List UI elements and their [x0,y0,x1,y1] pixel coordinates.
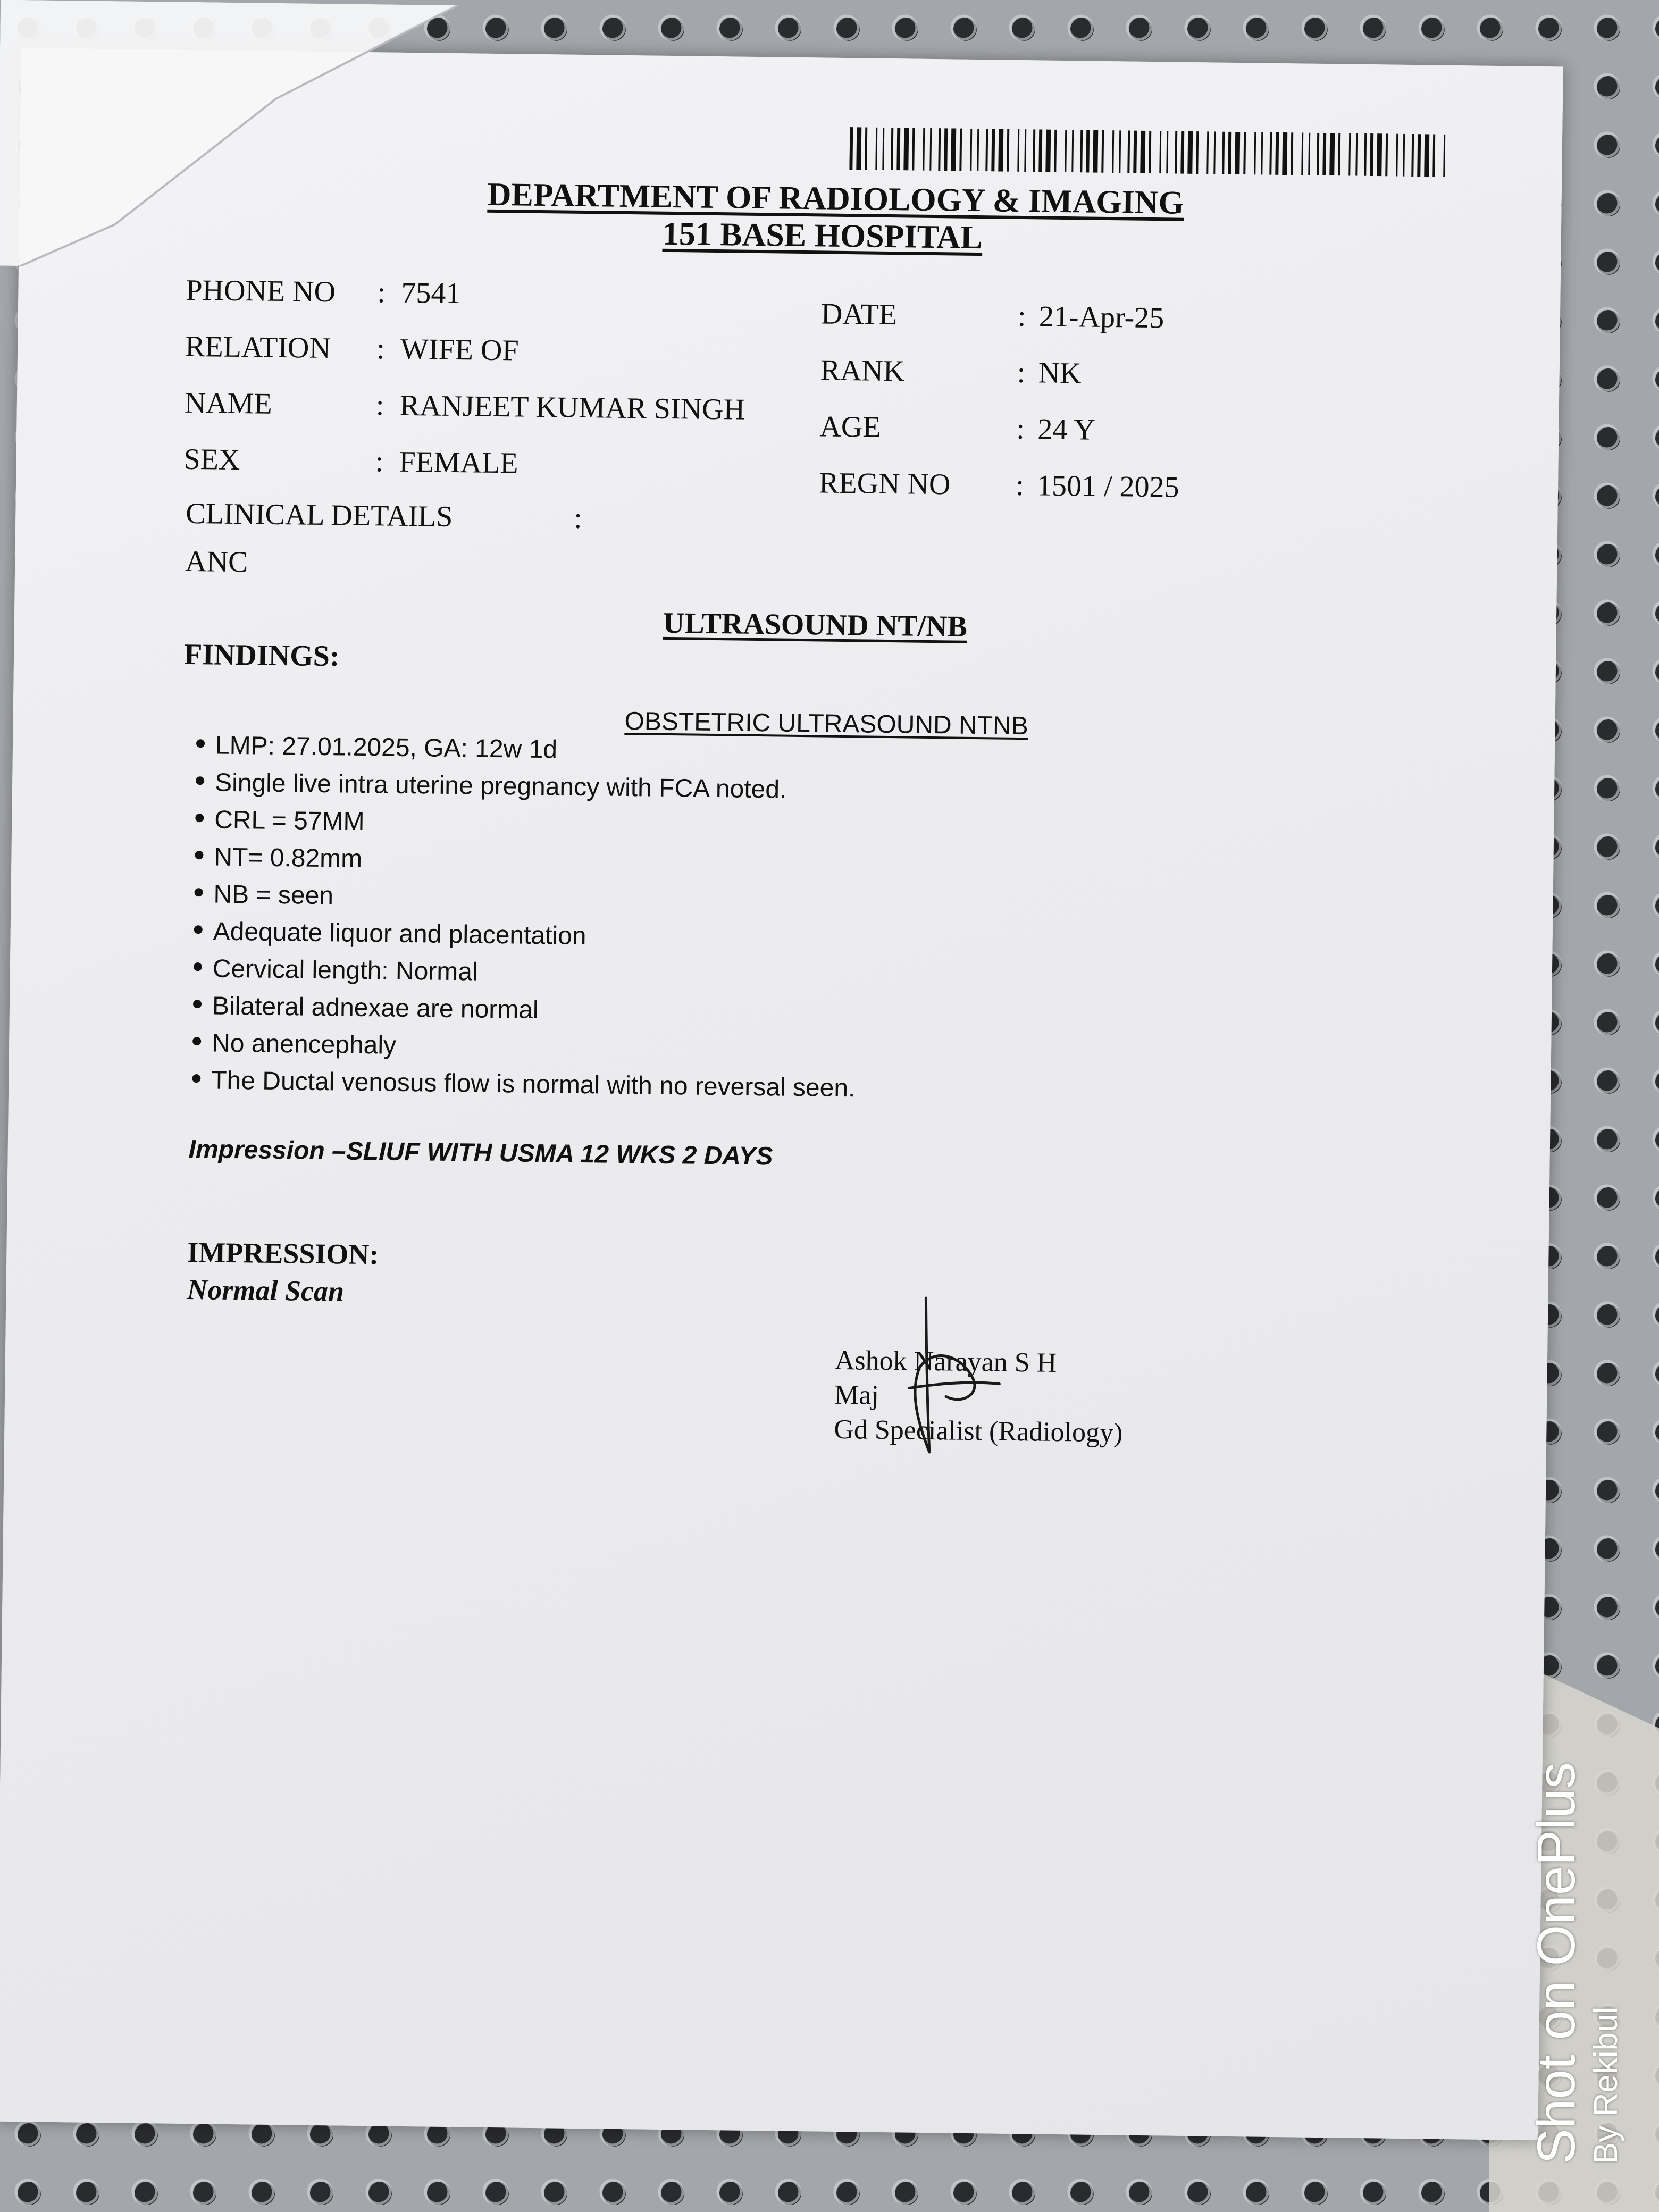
patient-right-value-2: 24 Y [1037,413,1096,447]
barcode-bar [1261,132,1263,175]
barcode-bar [875,128,877,170]
barcode-bar [1175,131,1177,174]
barcode-bar [1086,130,1090,172]
barcode-bar [1149,131,1151,173]
barcode-bar [1254,132,1256,174]
barcode-bar [1080,130,1083,172]
patient-left-colon-2: : [375,389,384,422]
barcode-bar [891,128,893,170]
barcode-bar [991,129,995,171]
barcode-bar [1329,133,1335,175]
barcode [849,127,1451,177]
barcode-bar [1206,131,1209,174]
barcode-bar [1065,130,1067,172]
report-title: ULTRASOUND NT/NB [663,606,968,643]
bullet-icon [195,851,203,859]
finding-item [196,731,558,764]
barcode-bar [1275,132,1279,175]
patient-left-value-1: WIFE OF [400,332,519,367]
impression-line: Impression –SLIUF WITH USMA 12 WKS 2 DAYS [188,1135,773,1171]
watermark-by: By Rekibul [1588,2006,1624,2164]
barcode-bar [1235,132,1240,174]
report-paper [0,48,1563,2140]
barcode-bar [1045,130,1051,172]
barcode-bar [1432,134,1435,177]
barcode-bar [903,128,909,170]
barcode-bar [1291,132,1293,175]
patient-right-label-3: REGN NO [818,466,951,501]
watermark-shot-on: Shot on OnePlus [1527,1762,1586,2164]
patient-left-colon-0: : [377,276,386,309]
barcode-bar [912,128,915,170]
clinical-details-value: ANC [185,544,248,579]
barcode-bar [1159,131,1161,173]
barcode-bar [1424,134,1429,177]
findings-label: FINDINGS: [183,638,340,673]
barcode-bar [970,129,972,171]
sub-title: OBSTETRIC ULTRASOUND NTNB [624,707,1029,741]
handwritten-signature [887,1287,1027,1464]
clinical-colon: : [573,501,583,535]
finding-item [192,1066,856,1103]
barcode-bar [1364,133,1367,176]
barcode-bar [923,128,925,171]
barcode-bar [849,127,853,170]
bullet-icon [193,1000,202,1008]
barcode-bar [1443,135,1445,177]
patient-right-label-1: RANK [820,354,905,388]
finding-text: CRL = 57MM [214,806,365,836]
barcode-bar [977,129,979,171]
patient-right-value-0: 21-Apr-25 [1038,300,1164,335]
patient-right-colon-0: : [1017,299,1026,333]
finding-text: No anencephaly [211,1029,397,1060]
patient-right-colon-3: : [1015,468,1025,502]
signatory-rank: Maj [834,1379,879,1411]
barcode-bar [1282,132,1287,175]
finding-item [192,1028,397,1060]
barcode-bar [1338,133,1340,175]
barcode-bar [1377,133,1382,176]
finding-item [194,879,333,910]
finding-text: NT= 0.82mm [214,843,363,873]
finding-text: Cervical length: Normal [212,954,478,986]
finding-text: Single live intra uterine pregnancy with FCA noted. [214,768,787,804]
barcode-bar [1213,131,1216,174]
barcode-bar [1101,130,1104,173]
finding-item [196,768,787,805]
finding-text: Adequate liquor and placentation [213,917,586,951]
barcode-bar [1196,131,1199,174]
bullet-icon [192,1074,200,1083]
barcode-bar [882,128,884,170]
barcode-bar [998,129,1003,171]
barcode-bar [1071,130,1074,172]
finding-item [195,805,365,836]
barcode-bar [1269,132,1272,175]
barcode-bar [1403,134,1405,177]
patient-left-label-3: SEX [183,442,240,477]
barcode-bar [1308,133,1310,175]
patient-right-colon-2: : [1016,412,1025,446]
barcode-bar [1187,131,1193,174]
patient-left-value-0: 7541 [401,276,461,311]
barcode-bar [1007,129,1009,172]
barcode-bar [1355,133,1358,176]
barcode-bar [1243,132,1246,174]
barcode-bar [865,127,867,170]
finding-text: LMP: 27.01.2025, GA: 12w 1d [215,731,558,764]
patient-right-value-1: NK [1038,356,1082,390]
hospital-title: 151 BASE HOSPITAL [662,215,983,256]
bullet-icon [195,888,203,896]
bullet-icon [195,814,204,822]
barcode-bar [1140,131,1145,173]
signatory-designation: Gd Specialist (Radiology) [834,1414,1123,1448]
barcode-bar [1411,134,1414,177]
barcode-bar [1038,129,1042,172]
patient-left-label-0: PHONE NO [186,273,336,309]
barcode-bar [985,129,988,171]
barcode-bar [938,128,941,171]
barcode-bar [1166,131,1168,173]
barcode-bar [1385,133,1388,176]
finding-item [195,842,362,874]
finding-item [194,917,586,951]
patient-left-value-3: FEMALE [399,445,518,480]
barcode-bar [1222,132,1225,174]
barcode-bar [959,129,962,171]
bullet-icon [196,776,204,785]
bullet-icon [194,925,203,934]
finding-text: The Ductal venosus flow is normal with no reversal seen. [211,1066,856,1103]
finding-text: NB = seen [213,880,334,910]
barcode-bar [1093,130,1098,173]
barcode-bar [1133,131,1137,173]
impression-label: IMPRESSION: [187,1236,379,1271]
barcode-bar [1417,134,1421,177]
patient-right-value-3: 1501 / 2025 [1036,469,1180,504]
patient-left-label-2: NAME [184,386,273,421]
barcode-bar [1180,131,1184,174]
finding-item [193,991,539,1025]
paper-curl [0,0,532,272]
clinical-details-label: CLINICAL DETAILS [185,497,453,533]
patient-left-colon-3: : [375,445,384,479]
impression-value: Normal Scan [187,1273,345,1308]
barcode-bar [1054,130,1057,172]
bullet-icon [196,739,205,748]
barcode-bar [1348,133,1351,176]
patient-right-colon-1: : [1017,356,1026,390]
barcode-bar [856,127,861,170]
barcode-bar [1024,129,1026,172]
barcode-bar [944,128,948,171]
patient-right-label-2: AGE [819,410,881,444]
barcode-bar [1127,130,1130,173]
barcode-bar [1370,133,1373,176]
barcode-bar [1396,134,1398,177]
finding-item [194,954,478,987]
patient-left-value-2: RANJEET KUMAR SINGH [399,389,745,426]
patient-left-colon-1: : [376,332,386,366]
barcode-bar [896,128,900,170]
barcode-bar [929,128,932,171]
bullet-icon [194,962,202,971]
finding-text: Bilateral adnexae are normal [212,992,539,1025]
barcode-bar [1317,133,1319,175]
barcode-bar [1033,129,1035,172]
barcode-bar [951,128,956,171]
bullet-icon [192,1037,201,1045]
patient-right-label-0: DATE [820,297,898,332]
patient-left-label-1: RELATION [185,330,331,365]
barcode-bar [1228,132,1231,174]
barcode-bar [1112,130,1114,173]
barcode-bar [1119,130,1121,173]
barcode-bar [1322,133,1326,175]
signatory-name: Ashok Narayan S H [834,1345,1057,1378]
barcode-bar [1301,132,1303,175]
department-title: DEPARTMENT OF RADIOLOGY & IMAGING [487,176,1185,221]
barcode-bar [1017,129,1019,172]
